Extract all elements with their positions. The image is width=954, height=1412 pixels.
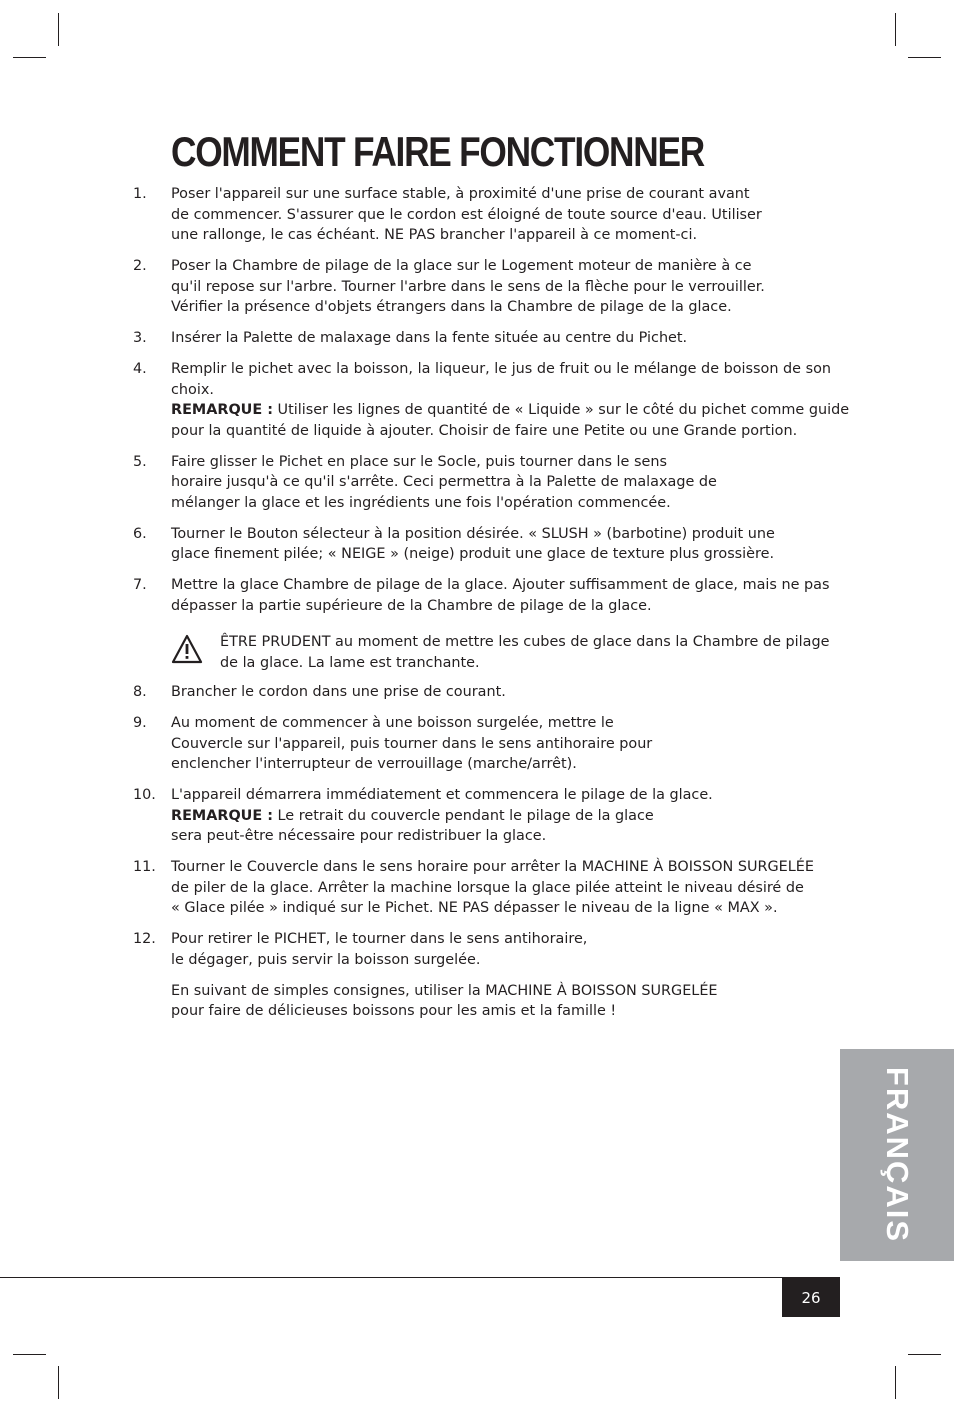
note-text: Le retrait du couvercle pendant le pilage de la glace — [272, 807, 654, 824]
crop-mark — [908, 1354, 941, 1355]
note-label: REMARQUE : — [171, 402, 273, 418]
step-text: Poser l'appareil sur une surface stable, à proximité d'une prise de courant avant — [171, 186, 750, 202]
list-item — [133, 452, 833, 514]
caution-text: ÊTRE PRUDENT au moment de mettre les cubes de glace dans la Chambre de pilage — [220, 634, 830, 650]
step-number: 4. — [133, 361, 147, 377]
crop-mark — [13, 1354, 46, 1355]
list-item — [133, 184, 833, 246]
list-item — [133, 328, 833, 349]
crop-mark — [58, 1366, 59, 1399]
crop-mark — [13, 57, 46, 58]
list-item — [133, 575, 833, 616]
step-text: une rallonge, le cas échéant. NE PAS brancher l'appareil à ce moment-ci. — [171, 227, 698, 243]
step-text: dépasser la partie supérieure de la Chambre de pilage de la glace. — [171, 597, 652, 614]
step-number: 2. — [133, 258, 147, 274]
language-label: FRANÇAIS — [880, 1066, 915, 1244]
warning-triangle-icon — [171, 634, 203, 664]
step-number: 5. — [133, 453, 147, 470]
language-tab — [840, 1049, 954, 1261]
step-text: Faire glisser le Pichet en place sur le Socle, puis tourner dans le sens — [171, 453, 667, 470]
closing-paragraph — [133, 981, 833, 1022]
step-number: 11. — [133, 859, 156, 875]
note-line — [171, 400, 850, 421]
page-title: COMMENT FAIRE FONCTIONNER — [171, 128, 704, 175]
list-item — [133, 256, 833, 318]
step-text: Brancher le cordon dans une prise de courant. — [171, 684, 506, 700]
crop-mark — [908, 57, 941, 58]
note-label: REMARQUE : — [171, 807, 273, 824]
list-item — [133, 929, 833, 970]
page-number: 26 — [782, 1278, 840, 1317]
step-number: 7. — [133, 577, 147, 593]
step-text: qu'il repose sur l'arbre. Tourner l'arbre dans le sens de la flèche pour le verrouiller. — [171, 278, 765, 295]
step-text: enclencher l'interrupteur de verrouillage (marche/arrêt). — [171, 756, 577, 772]
step-number: 12. — [133, 931, 156, 947]
step-text: horaire jusqu'à ce qu'il s'arrête. Ceci permettra à la Palette de malaxage de — [171, 474, 717, 490]
list-item — [133, 713, 833, 775]
list-item — [133, 682, 833, 703]
step-text: Mettre la glace Chambre de pilage de la glace. Ajouter suffisamment de glace, mais ne pas — [171, 577, 830, 593]
step-number: 9. — [133, 715, 147, 731]
caution-text: de la glace. La lame est tranchante. — [220, 654, 480, 671]
step-number: 3. — [133, 330, 147, 346]
list-item — [133, 524, 833, 565]
list-item — [133, 857, 833, 919]
step-text: de commencer. S'assurer que le cordon est éloigné de toute source d'eau. Utiliser — [171, 206, 762, 223]
step-text: Au moment de commencer à une boisson surgelée, mettre le — [171, 715, 614, 731]
step-text: Remplir le pichet avec la boisson, la liqueur, le jus de fruit ou le mélange de boisson de son — [171, 361, 832, 377]
step-text: choix. — [171, 381, 214, 398]
step-text: mélanger la glace et les ingrédients une fois l'opération commencée. — [171, 494, 671, 511]
note-text: sera peut-être nécessaire pour redistribuer la glace. — [171, 828, 547, 844]
step-text: le dégager, puis servir la boisson surgelée. — [171, 951, 481, 968]
step-text: Pour retirer le PICHET, le tourner dans le sens antihoraire, — [171, 931, 588, 947]
list-item — [133, 785, 833, 847]
footer-rule — [0, 1277, 840, 1278]
step-number: 1. — [133, 186, 147, 202]
note-text: pour la quantité de liquide à ajouter. Choisir de faire une Petite ou une Grande portion. — [171, 422, 798, 439]
caution-note — [171, 632, 833, 673]
step-text: Couvercle sur l'appareil, puis tourner dans le sens antihoraire pour — [171, 735, 653, 752]
crop-mark — [58, 13, 59, 46]
crop-mark — [895, 1366, 896, 1399]
step-text: Insérer la Palette de malaxage dans la fente située au centre du Pichet. — [171, 330, 688, 346]
step-text: Poser la Chambre de pilage de la glace sur le Logement moteur de manière à ce — [171, 258, 752, 274]
step-text: Vérifier la présence d'objets étrangers dans la Chambre de pilage de la glace. — [171, 299, 732, 315]
closing-text: En suivant de simples consignes, utiliser la MACHINE À BOISSON SURGELÉE — [171, 982, 718, 999]
step-number: 10. — [133, 787, 156, 803]
step-text: de piler de la glace. Arrêter la machine lorsque la glace pilée atteint le niveau désiré de — [171, 879, 804, 896]
step-text: Tourner le Couvercle dans le sens horaire pour arrêter la MACHINE À BOISSON SURGELÉE — [171, 859, 814, 875]
note-text: Utiliser les lignes de quantité de « Liquide » sur le côté du pichet comme guide — [272, 402, 850, 418]
step-number: 8. — [133, 684, 147, 700]
closing-text: pour faire de délicieuses boissons pour les amis et la famille ! — [171, 1003, 617, 1019]
step-text: glace finement pilée; « NEIGE » (neige) produit une glace de texture plus grossière. — [171, 546, 775, 562]
instruction-list — [133, 184, 850, 1022]
step-text: « Glace pilée » indiqué sur le Pichet. NE PAS dépasser le niveau de la ligne « MAX ». — [171, 900, 778, 916]
step-text: L'appareil démarrera immédiatement et commencera le pilage de la glace. — [171, 787, 713, 803]
step-text: Tourner le Bouton sélecteur à la position désirée. « SLUSH » (barbotine) produit une — [171, 525, 775, 542]
note-line — [171, 806, 833, 827]
step-number: 6. — [133, 525, 147, 542]
list-item — [133, 359, 850, 441]
crop-mark — [895, 13, 896, 46]
